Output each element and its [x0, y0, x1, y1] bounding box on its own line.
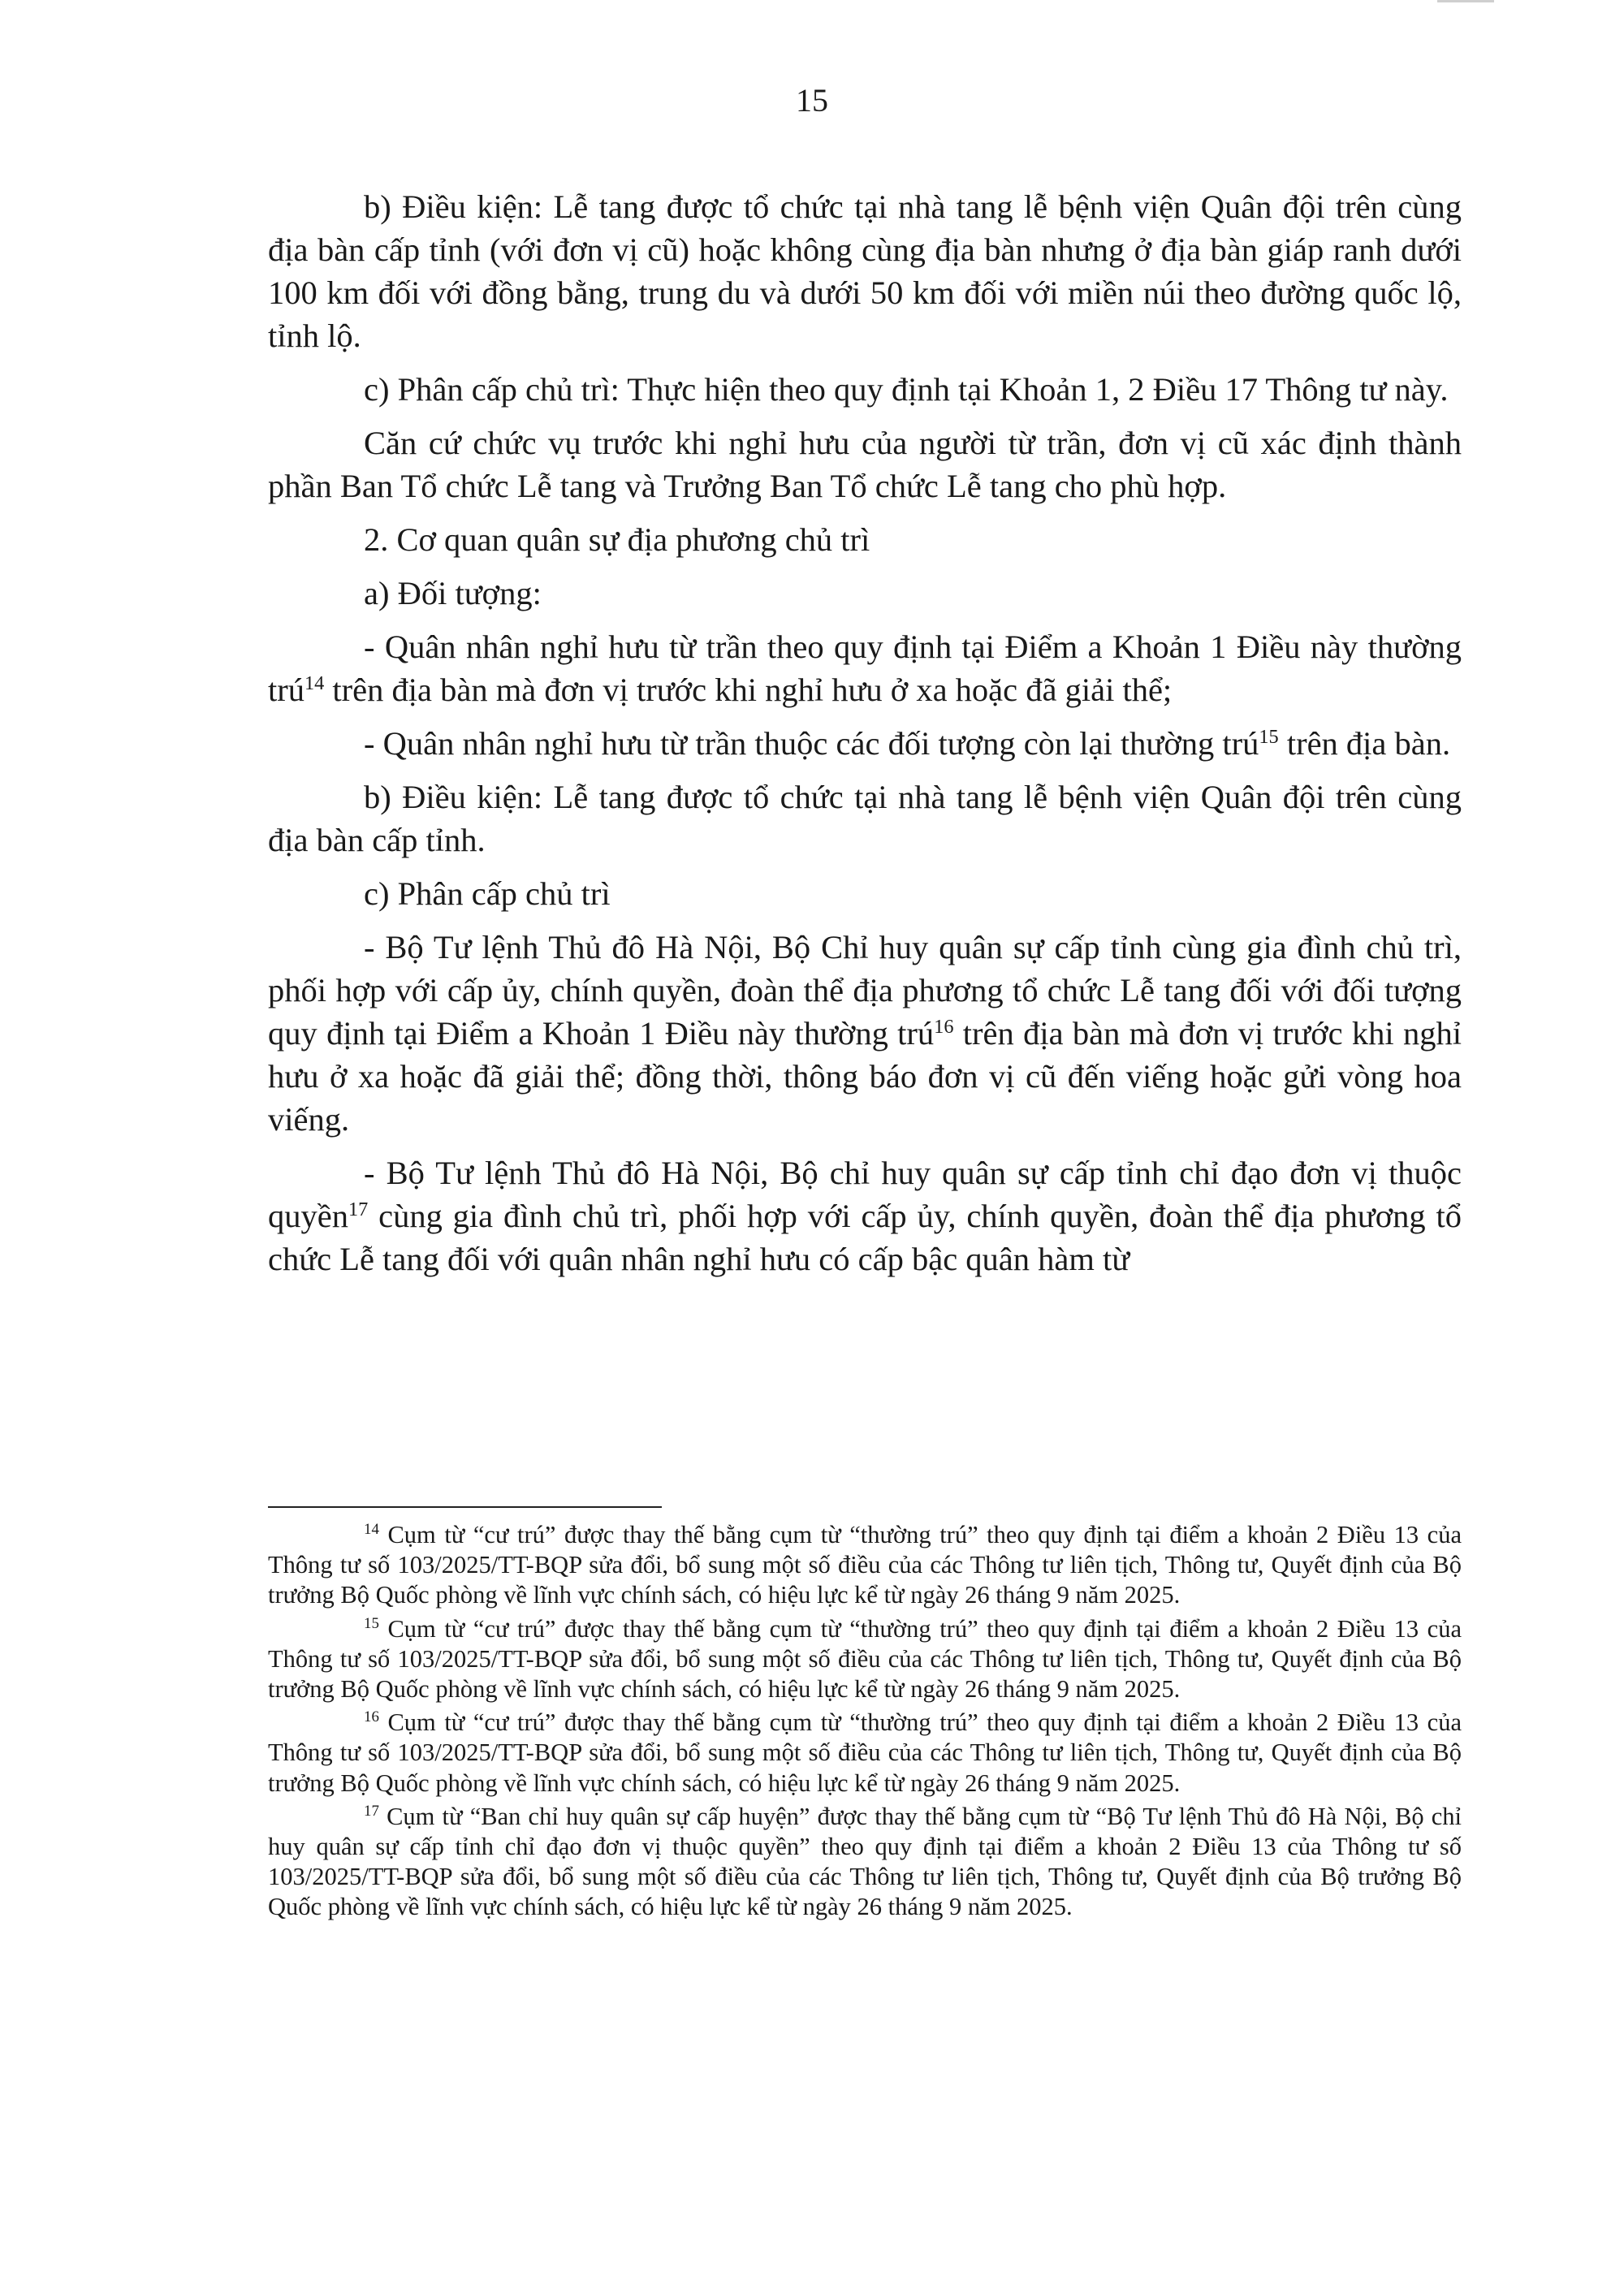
page-number: 15 [796, 82, 828, 119]
footnote: $^{15}$ Cụm từ “cư trú” được thay thế bằng cụm từ “thường trú” theo quy định tại điểm a khoản 2 Điều 13 của Thông tư số 103/2025/TT-BQP sửa đổi, bổ sung một số điều của các Thông tư liên tịch, Thông tư, Quyết định của Bộ trưởng Bộ Quốc phòng về lĩnh vực chính sách, có hiệu lực kể từ ngày 26 tháng 9 năm 2025. [268, 1614, 1462, 1704]
footnote-number: 16 [364, 1708, 379, 1726]
footnote: $^{16}$ Cụm từ “cư trú” được thay thế bằng cụm từ “thường trú” theo quy định tại điểm a khoản 2 Điều 13 của Thông tư số 103/2025/TT-BQP sửa đổi, bổ sung một số điều của các Thông tư liên tịch, Thông tư, Quyết định của Bộ trưởng Bộ Quốc phòng về lĩnh vực chính sách, có hiệu lực kể từ ngày 26 tháng 9 năm 2025. [268, 1708, 1462, 1797]
paragraph: b) Điều kiện: Lễ tang được tổ chức tại nhà tang lễ bệnh viện Quân đội trên cùng địa bàn cấp tỉnh (với đơn vị cũ) hoặc không cùng địa bàn nhưng ở địa bàn giáp ranh dưới 100 km đối với đồng bằng, trung du và dưới 50 km đối với miền núi theo đường quốc lộ, tỉnh lộ. [268, 188, 1462, 354]
paragraph: b) Điều kiện: Lễ tang được tổ chức tại nhà tang lễ bệnh viện Quân đội trên cùng địa bàn cấp tỉnh. [268, 779, 1462, 858]
footnote-number: 17 [364, 1802, 379, 1820]
paragraph: c) Phân cấp chủ trì: Thực hiện theo quy định tại Khoản 1, 2 Điều 17 Thông tư này. [364, 371, 1449, 408]
footnote-ref: 17 [348, 1198, 369, 1220]
footnote: $^{14}$ Cụm từ “cư trú” được thay thế bằng cụm từ “thường trú” theo quy định tại điểm a khoản 2 Điều 13 của Thông tư số 103/2025/TT-BQP sửa đổi, bổ sung một số điều của các Thông tư liên tịch, Thông tư, Quyết định của Bộ trưởng Bộ Quốc phòng về lĩnh vực chính sách, có hiệu lực kể từ ngày 26 tháng 9 năm 2025. [268, 1521, 1462, 1609]
footnote-ref: 16 [934, 1016, 954, 1038]
footnotes [268, 1520, 1462, 1926]
paragraph: Căn cứ chức vụ trước khi nghỉ hưu của người từ trần, đơn vị cũ xác định thành phần Ban Tổ chức Lễ tang và Trưởng Ban Tổ chức Lễ tang cho phù hợp. [268, 425, 1462, 504]
footnote-separator [268, 1506, 662, 1508]
paragraph: - Quân nhân nghỉ hưu từ trần thuộc các đối tượng còn lại thường trú$^{15}$ trên địa bàn. [364, 725, 1451, 762]
footnote-ref: 15 [1259, 726, 1279, 748]
section-heading: 2. Cơ quan quân sự địa phương chủ trì [364, 521, 870, 558]
body-text [268, 185, 1462, 1291]
scan-edge-mark [1437, 0, 1494, 2]
footnote: $^{17}$ Cụm từ “Ban chỉ huy quân sự cấp huyện” được thay thế bằng cụm từ “Bộ Tư lệnh Thủ đô Hà Nội, Bộ chỉ huy quân sự cấp tỉnh chỉ đạo đơn vị thuộc quyền” theo quy định tại điểm a khoản 2 Điều 13 của Thông tư số 103/2025/TT-BQP sửa đổi, bổ sung một số điều của các Thông tư liên tịch, Thông tư, Quyết định của Bộ trưởng Bộ Quốc phòng về lĩnh vực chính sách, có hiệu lực kể từ ngày 26 tháng 9 năm 2025. [268, 1802, 1462, 1921]
paragraph: - Bộ Tư lệnh Thủ đô Hà Nội, Bộ Chỉ huy quân sự cấp tỉnh cùng gia đình chủ trì, phối hợp với cấp ủy, chính quyền, đoàn thể địa phương tổ chức Lễ tang đối với đối tượng quy định tại Điểm a Khoản 1 Điều này thường trú$^{16}$ trên địa bàn mà đơn vị trước khi nghỉ hưu ở xa hoặc đã giải thể; đồng thời, thông báo đơn vị cũ đến viếng hoặc gửi vòng hoa viếng. [268, 929, 1462, 1138]
subsection-heading: c) Phân cấp chủ trì [364, 875, 611, 912]
paragraph: - Quân nhân nghỉ hưu từ trần theo quy định tại Điểm a Khoản 1 Điều này thường trú$^{14}$ trên địa bàn mà đơn vị trước khi nghỉ hưu ở xa hoặc đã giải thể; [268, 628, 1462, 708]
footnote-number: 15 [364, 1614, 379, 1632]
subsection-heading: a) Đối tượng: [364, 575, 542, 611]
footnote-number: 14 [364, 1521, 379, 1538]
footnote-ref: 14 [304, 672, 325, 694]
paragraph: - Bộ Tư lệnh Thủ đô Hà Nội, Bộ chỉ huy quân sự cấp tỉnh chỉ đạo đơn vị thuộc quyền$^{17}$ cùng gia đình chủ trì, phối hợp với cấp ủy, chính quyền, đoàn thể địa phương tổ chức Lễ tang đối với quân nhân nghỉ hưu có cấp bậc quân hàm từ [268, 1155, 1462, 1277]
